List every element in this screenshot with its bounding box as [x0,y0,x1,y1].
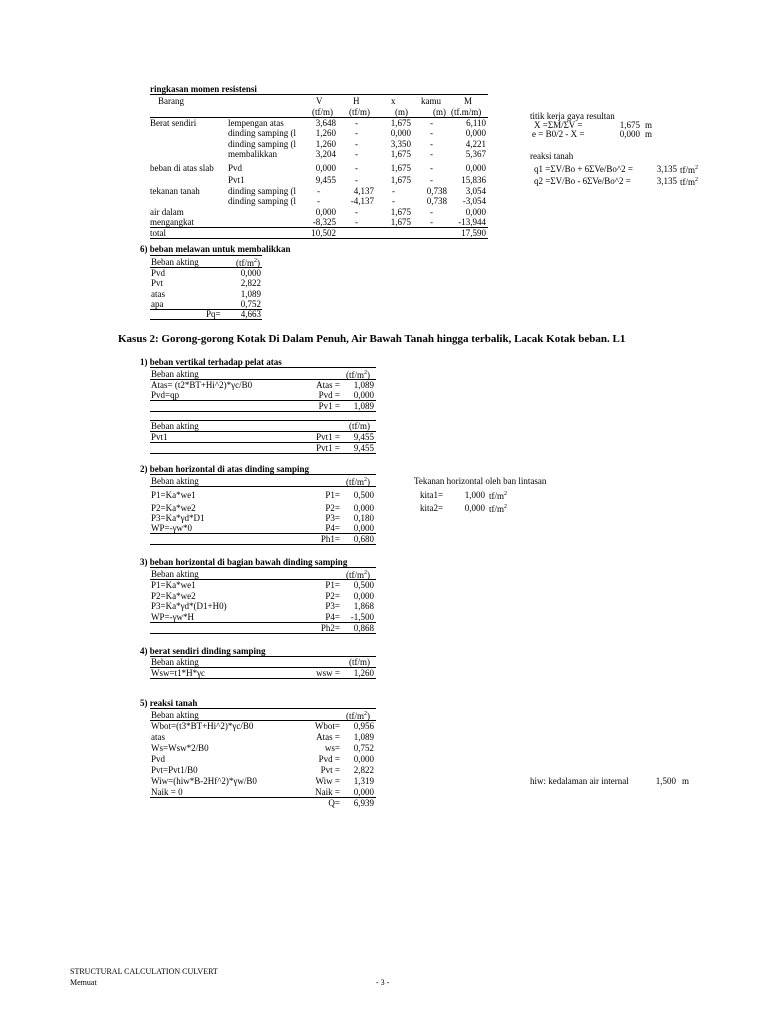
formula-symbol: P1= [325,490,340,500]
row-h: - [355,128,358,138]
formula-value: 1,319 [353,776,374,786]
table-rule [150,533,376,534]
total-value: 0,680 [353,534,374,544]
row-v: 3,204 [315,149,336,159]
col-header-load: Beban akting [151,569,199,579]
row-m: 0,000 [465,128,486,138]
formula-symbol: Pvd = [318,390,340,400]
total-value: 9,455 [353,443,374,453]
row-x: 1,675 [390,118,411,128]
table-rule [150,633,376,634]
formula-label: WP=-γw*H [151,612,195,622]
formula-label: Wbot=(t3*BT+Hi^2)*γc/B0 [151,721,254,731]
unit-kamu: (m) [433,107,446,117]
list-item-label: atas [151,289,165,299]
row-v: 10,502 [311,228,336,238]
row-m: 3,054 [465,186,486,196]
formula-label: Pvt=Pvt1/B0 [151,765,198,775]
total-value: 0,868 [353,623,374,633]
resultant-x-unit: m [645,120,653,130]
col-header-unit: $(tf/m^2)$ [236,258,260,268]
col-header-barang: Barang [158,96,184,106]
unit-x: (m) [395,107,408,117]
row-m: -13,944 [458,217,486,227]
formula-label: Atas= (t2*BT+Hi^2)*γc/B0 [151,380,253,390]
total-symbol: Pvt1 = [316,443,340,453]
formula-value: 0,000 [353,787,374,797]
row-m: 4,221 [465,139,486,149]
col-header-load: Beban akting [151,369,199,379]
table-rule [150,544,376,545]
row-item: membalikkan [228,149,277,159]
row-h: - [355,217,358,227]
formula-symbol: Pvd = [318,754,340,764]
table-rule [150,486,376,487]
formula-symbol: Atas = [316,380,340,390]
row-h: - [355,149,358,159]
kita2-unit: $tf/m^2$ [489,504,507,514]
row-kamu: - [430,207,433,217]
row-item: dinding samping (l [228,128,296,138]
formula-value: 0,752 [353,743,374,753]
row-x: 1,675 [390,149,411,159]
row-h: - [355,175,358,185]
formula-value: 0,000 [353,754,374,764]
col-header-unit: $(tf/m^2)$ [346,477,370,487]
row-item: lempengan atas [228,118,284,128]
q1-unit: $tf/m^2$ [680,165,698,175]
q1-value: 3,135 [656,164,677,174]
table-rule [150,431,376,432]
col-header-load: Beban akting [151,421,199,431]
row-x: 1,675 [390,207,411,217]
eccentricity-unit: m [645,129,653,139]
row-kamu: 0,738 [426,186,447,196]
row-v: 0,000 [315,163,336,173]
row-group: beban di atas slab [150,163,214,173]
formula-symbol: Wbot= [314,721,340,731]
k3-heading: 3) beban horizontal di bagian bawah dinding samping [140,557,348,567]
row-kamu: - [430,175,433,185]
col-header-unit: (tf/m) [349,421,370,431]
formula-label: WP=-γw*0 [151,523,193,533]
q1-formula: q1 =ΣV/Bo + 6ΣVe/Bo^2 = [534,164,633,174]
formula-value: 0,500 [353,490,374,500]
q2-unit: $tf/m^2$ [680,177,698,187]
row-item: dinding samping (l [228,139,296,149]
row-v: -8,325 [312,217,336,227]
col-header-v: V [316,96,323,106]
row-item: Pvt1 [228,175,245,185]
row-h: - [355,118,358,128]
table-rule [150,678,376,679]
row-m: 0,000 [465,163,486,173]
formula-value: 2,822 [353,765,374,775]
col-header-unit: $(tf/m^2)$ [346,711,370,721]
formula-label: P3=Ka*γd*D1 [151,513,205,523]
list-item-label: Pvt [151,278,164,288]
formula-symbol: Pvt1 = [316,432,340,442]
formula-value: 1,089 [353,380,374,390]
col-header-unit: (tf/m) [349,657,370,667]
section-6-heading: 6) beban melawan untuk membalikkan [140,244,291,254]
col-header-unit: $(tf/m^2)$ [346,370,370,380]
row-kamu: 0,738 [426,196,447,206]
formula-value: 0,000 [353,523,374,533]
col-header-load: Beban akting [151,476,199,486]
formula-value: 1,260 [353,668,374,678]
formula-value: 1,868 [353,601,374,611]
table-rule [150,367,376,368]
row-m: 0,000 [465,207,486,217]
formula-symbol: wsw = [316,668,340,678]
row-h: - [355,163,358,173]
formula-label: Pvd [151,754,166,764]
eccentricity-value: 0,000 [619,129,640,139]
eccentricity-formula: e = B0/2 - X = [532,129,585,139]
col-header-load: Beban akting [151,657,199,667]
k2-heading: 2) beban horizontal di atas dinding samping [140,464,310,474]
table-rule [150,567,376,568]
row-group: Berat sendiri [150,118,197,128]
row-kamu: - [430,139,433,149]
page-number: - 3 - [376,978,390,987]
table-rule [150,442,376,443]
row-v: 0,000 [315,207,336,217]
kita2-label: kita2= [420,503,444,513]
table-rule [150,94,488,95]
formula-label: atas [151,732,165,742]
row-x: - [392,186,395,196]
total-value: 1,089 [353,401,374,411]
unit-v: (tf/m) [312,107,333,117]
total-symbol: Ph1= [320,534,340,544]
kita1-unit: $tf/m^2$ [489,491,507,501]
table-rule [150,319,262,320]
formula-symbol: Atas = [316,732,340,742]
footer-subtitle: Memuat [70,978,97,987]
k1-heading: 1) beban vertikal terhadap pelat atas [140,357,282,367]
formula-symbol: P4= [325,612,340,622]
col-header-m: M [464,96,473,106]
table-rule [150,411,376,412]
table-rule [150,797,376,798]
formula-symbol: P1= [325,580,340,590]
row-kamu: - [430,217,433,227]
formula-value: 0,000 [353,390,374,400]
formula-value: 0,180 [353,513,374,523]
case-title: Kasus 2: Gorong-gorong Kotak Di Dalam Penuh, Air Bawah Tanah hingga terbalik, Lacak Kotak beban. L1 [118,333,626,345]
row-h: - [355,139,358,149]
row-m: 15,836 [461,175,486,185]
row-v: 3,648 [315,118,336,128]
formula-symbol: P2= [325,591,340,601]
col-header-unit: $(tf/m^2)$ [346,570,370,580]
list-item-label: Pvd [151,268,166,278]
row-kamu: - [430,128,433,138]
row-kamu: - [430,118,433,128]
formula-symbol: P2= [325,503,340,513]
table-rule [150,474,376,475]
table-rule [150,238,488,239]
col-header-h: H [353,96,360,106]
row-kamu: - [430,149,433,159]
pq-label: Pq= [206,309,221,319]
row-x: 0,000 [390,128,411,138]
row-item: Pvd [228,163,243,173]
row-item: dinding samping (l [228,186,296,196]
total-value: 6,939 [353,798,374,808]
row-group: mengangkat [150,217,194,227]
list-item-value: 2,822 [240,278,261,288]
formula-value: 0,000 [353,591,374,601]
row-x: - [392,196,395,206]
kita2-value: 0,000 [464,503,485,513]
row-v: 1,260 [315,128,336,138]
row-v: - [317,196,320,206]
k4-heading: 4) berat sendiri dinding samping [140,646,266,656]
unit-h: (tf/m) [349,107,370,117]
col-header-load: Beban akting [151,257,199,267]
row-h: -4,137 [350,196,374,206]
hiw-unit: m [682,776,690,786]
formula-value: 0,000 [353,503,374,513]
table-rule [150,255,262,256]
formula-label: P1=Ka*we1 [151,490,196,500]
footer-title: STRUCTURAL CALCULATION CULVERT [70,967,218,976]
formula-symbol: ws= [324,743,340,753]
kita1-label: kita1= [420,490,444,500]
formula-label: P1=Ka*we1 [151,580,196,590]
formula-symbol: P4= [325,523,340,533]
formula-label: P2=Ka*we2 [151,503,196,513]
total-symbol: Ph2= [320,623,340,633]
formula-symbol: P3= [325,601,340,611]
formula-symbol: P3= [325,513,340,523]
pq-value: 4,663 [240,309,261,319]
soil-reaction-title: reaksi tanah [530,151,574,161]
q2-value: 3,135 [656,176,677,186]
formula-label: P2=Ka*we2 [151,591,196,601]
formula-value: 9,455 [353,432,374,442]
kita1-value: 1,000 [464,490,485,500]
traffic-pressure-title: Tekanan horizontal oleh ban lintasan [414,476,547,486]
row-x: 1,675 [390,163,411,173]
resultant-title: titik kerja gaya resultan [530,111,615,121]
formula-label: P3=Ka*γd*(D1+H0) [151,601,227,611]
list-item-value: 1,089 [240,289,261,299]
hiw-value: 1,500 [655,776,676,786]
table-rule [150,453,376,454]
row-x: 3,350 [390,139,411,149]
resultant-x-formula: X =ΣM/ΣV = [534,120,583,130]
row-h: - [355,207,358,217]
hiw-label: hiw: kedalaman air internal [530,776,629,786]
row-item: dinding samping (l [228,196,296,206]
formula-value: 1,089 [353,732,374,742]
table-rule [150,400,376,401]
total-symbol: Q= [328,798,340,808]
row-group: total [150,228,166,238]
table-rule [150,622,376,623]
formula-label: Ws=Wsw*2/B0 [151,743,209,753]
row-m: 5,367 [465,149,486,159]
table-rule [150,708,376,709]
formula-label: Naik = 0 [151,787,183,797]
formula-label: Wiw=(hiw*B-2Hf^2)*γw/B0 [151,776,257,786]
formula-value: -1,500 [350,612,374,622]
list-item-label: apa [151,299,164,309]
row-m: -3,054 [462,196,486,206]
row-group: tekanan tanah [150,186,200,196]
unit-m: (tf.m/m) [451,107,482,117]
row-x: 1,675 [390,217,411,227]
formula-symbol: Wiw = [315,776,340,786]
formula-label: Pvd=qp [151,390,180,400]
row-m: 6,110 [466,118,486,128]
col-header-kamu: kamu [421,96,441,106]
formula-label: Pvt1 [151,432,168,442]
moment-summary-heading: ringkasan momen resistensi [150,84,257,94]
row-v: 1,260 [315,139,336,149]
formula-label: Wsw=t1*H*γc [151,668,206,678]
col-header-x: x [391,96,396,106]
row-v: 9,455 [315,175,336,185]
list-item-value: 0,000 [240,268,261,278]
row-x: 1,675 [390,175,411,185]
k5-heading: 5) reaksi tanah [140,698,198,708]
formula-value: 0,956 [353,721,374,731]
row-m: 17,590 [461,228,486,238]
formula-symbol: Pvt = [320,765,340,775]
total-symbol: Pv1 = [318,401,340,411]
list-item-value: 0,752 [240,299,261,309]
formula-symbol: Naik = [315,787,340,797]
row-h: 4,137 [353,186,374,196]
row-v: - [317,186,320,196]
formula-value: 0,500 [353,580,374,590]
row-kamu: - [430,163,433,173]
col-header-load: Beban akting [151,710,199,720]
resultant-x-value: 1,675 [619,120,640,130]
row-group: air dalam [150,207,184,217]
q2-formula: q2 =ΣV/Bo - 6ΣVe/Bo^2 = [534,176,631,186]
